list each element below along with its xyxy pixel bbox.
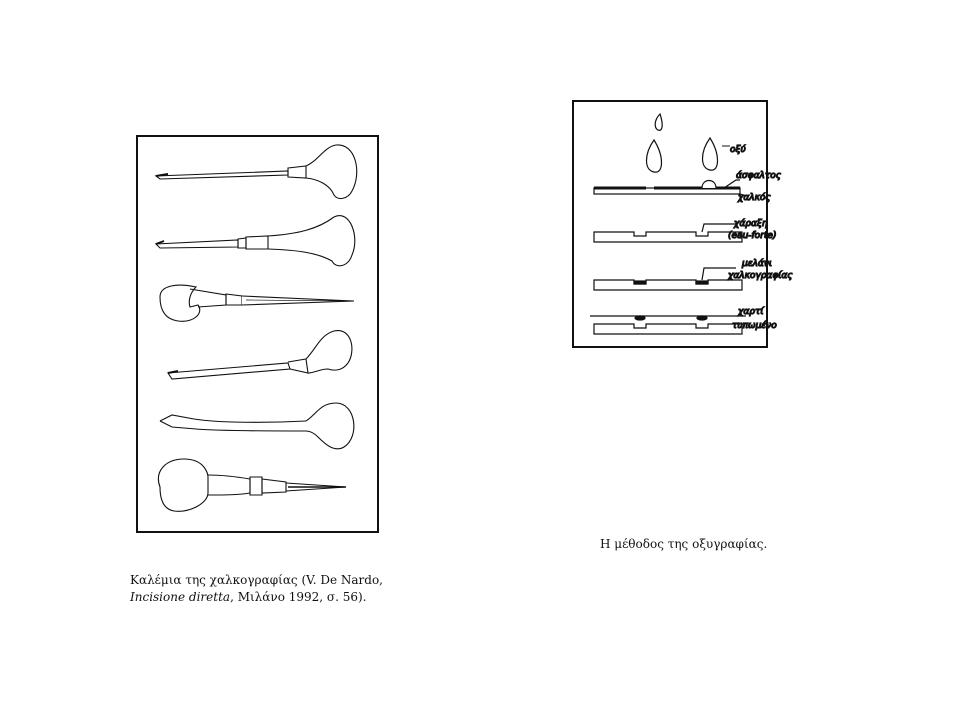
label-printed: τυπωμένο [732,321,777,331]
burin-1 [156,145,357,199]
burins-illustration [136,135,379,533]
label-copper: χαλκός [738,193,771,203]
stage-engraving [594,224,742,242]
burins-drawing [138,137,377,531]
burin-3 [160,285,354,321]
burin-5 [160,403,354,449]
label-ink-2: χαλκογραφίας [728,271,793,281]
etching-method-diagram [572,100,793,348]
caption-text: Καλέμια της χαλκογραφίας (V. De Nardo, [130,573,383,587]
label-paper: χαρτί [738,307,764,317]
burins-caption [130,572,440,606]
label-ink-1: μελάνι [742,259,772,269]
stage-printed [590,316,746,334]
acid-drop-small [655,114,662,130]
label-engraving: χάραξη [734,219,768,229]
label-acid: οξύ [730,145,746,155]
burin-2 [156,216,355,266]
caption-text-end: , Μιλάνο 1992, σ. 56). [230,590,367,604]
etching-caption: Η μέθοδος της οξυγραφίας. [600,537,768,551]
burin-4 [168,331,352,379]
etching-drawing [574,102,793,346]
label-eau-forte: (eau-forte) [728,231,777,241]
acid-drop-right [703,138,718,170]
stage-ink [594,268,742,290]
burin-6 [158,459,346,511]
stage-asphalt [594,180,746,196]
caption-book-title: Incisione diretta [130,590,231,604]
acid-drop-left [647,140,662,172]
label-asphalt: άσφαλτος [736,171,782,181]
